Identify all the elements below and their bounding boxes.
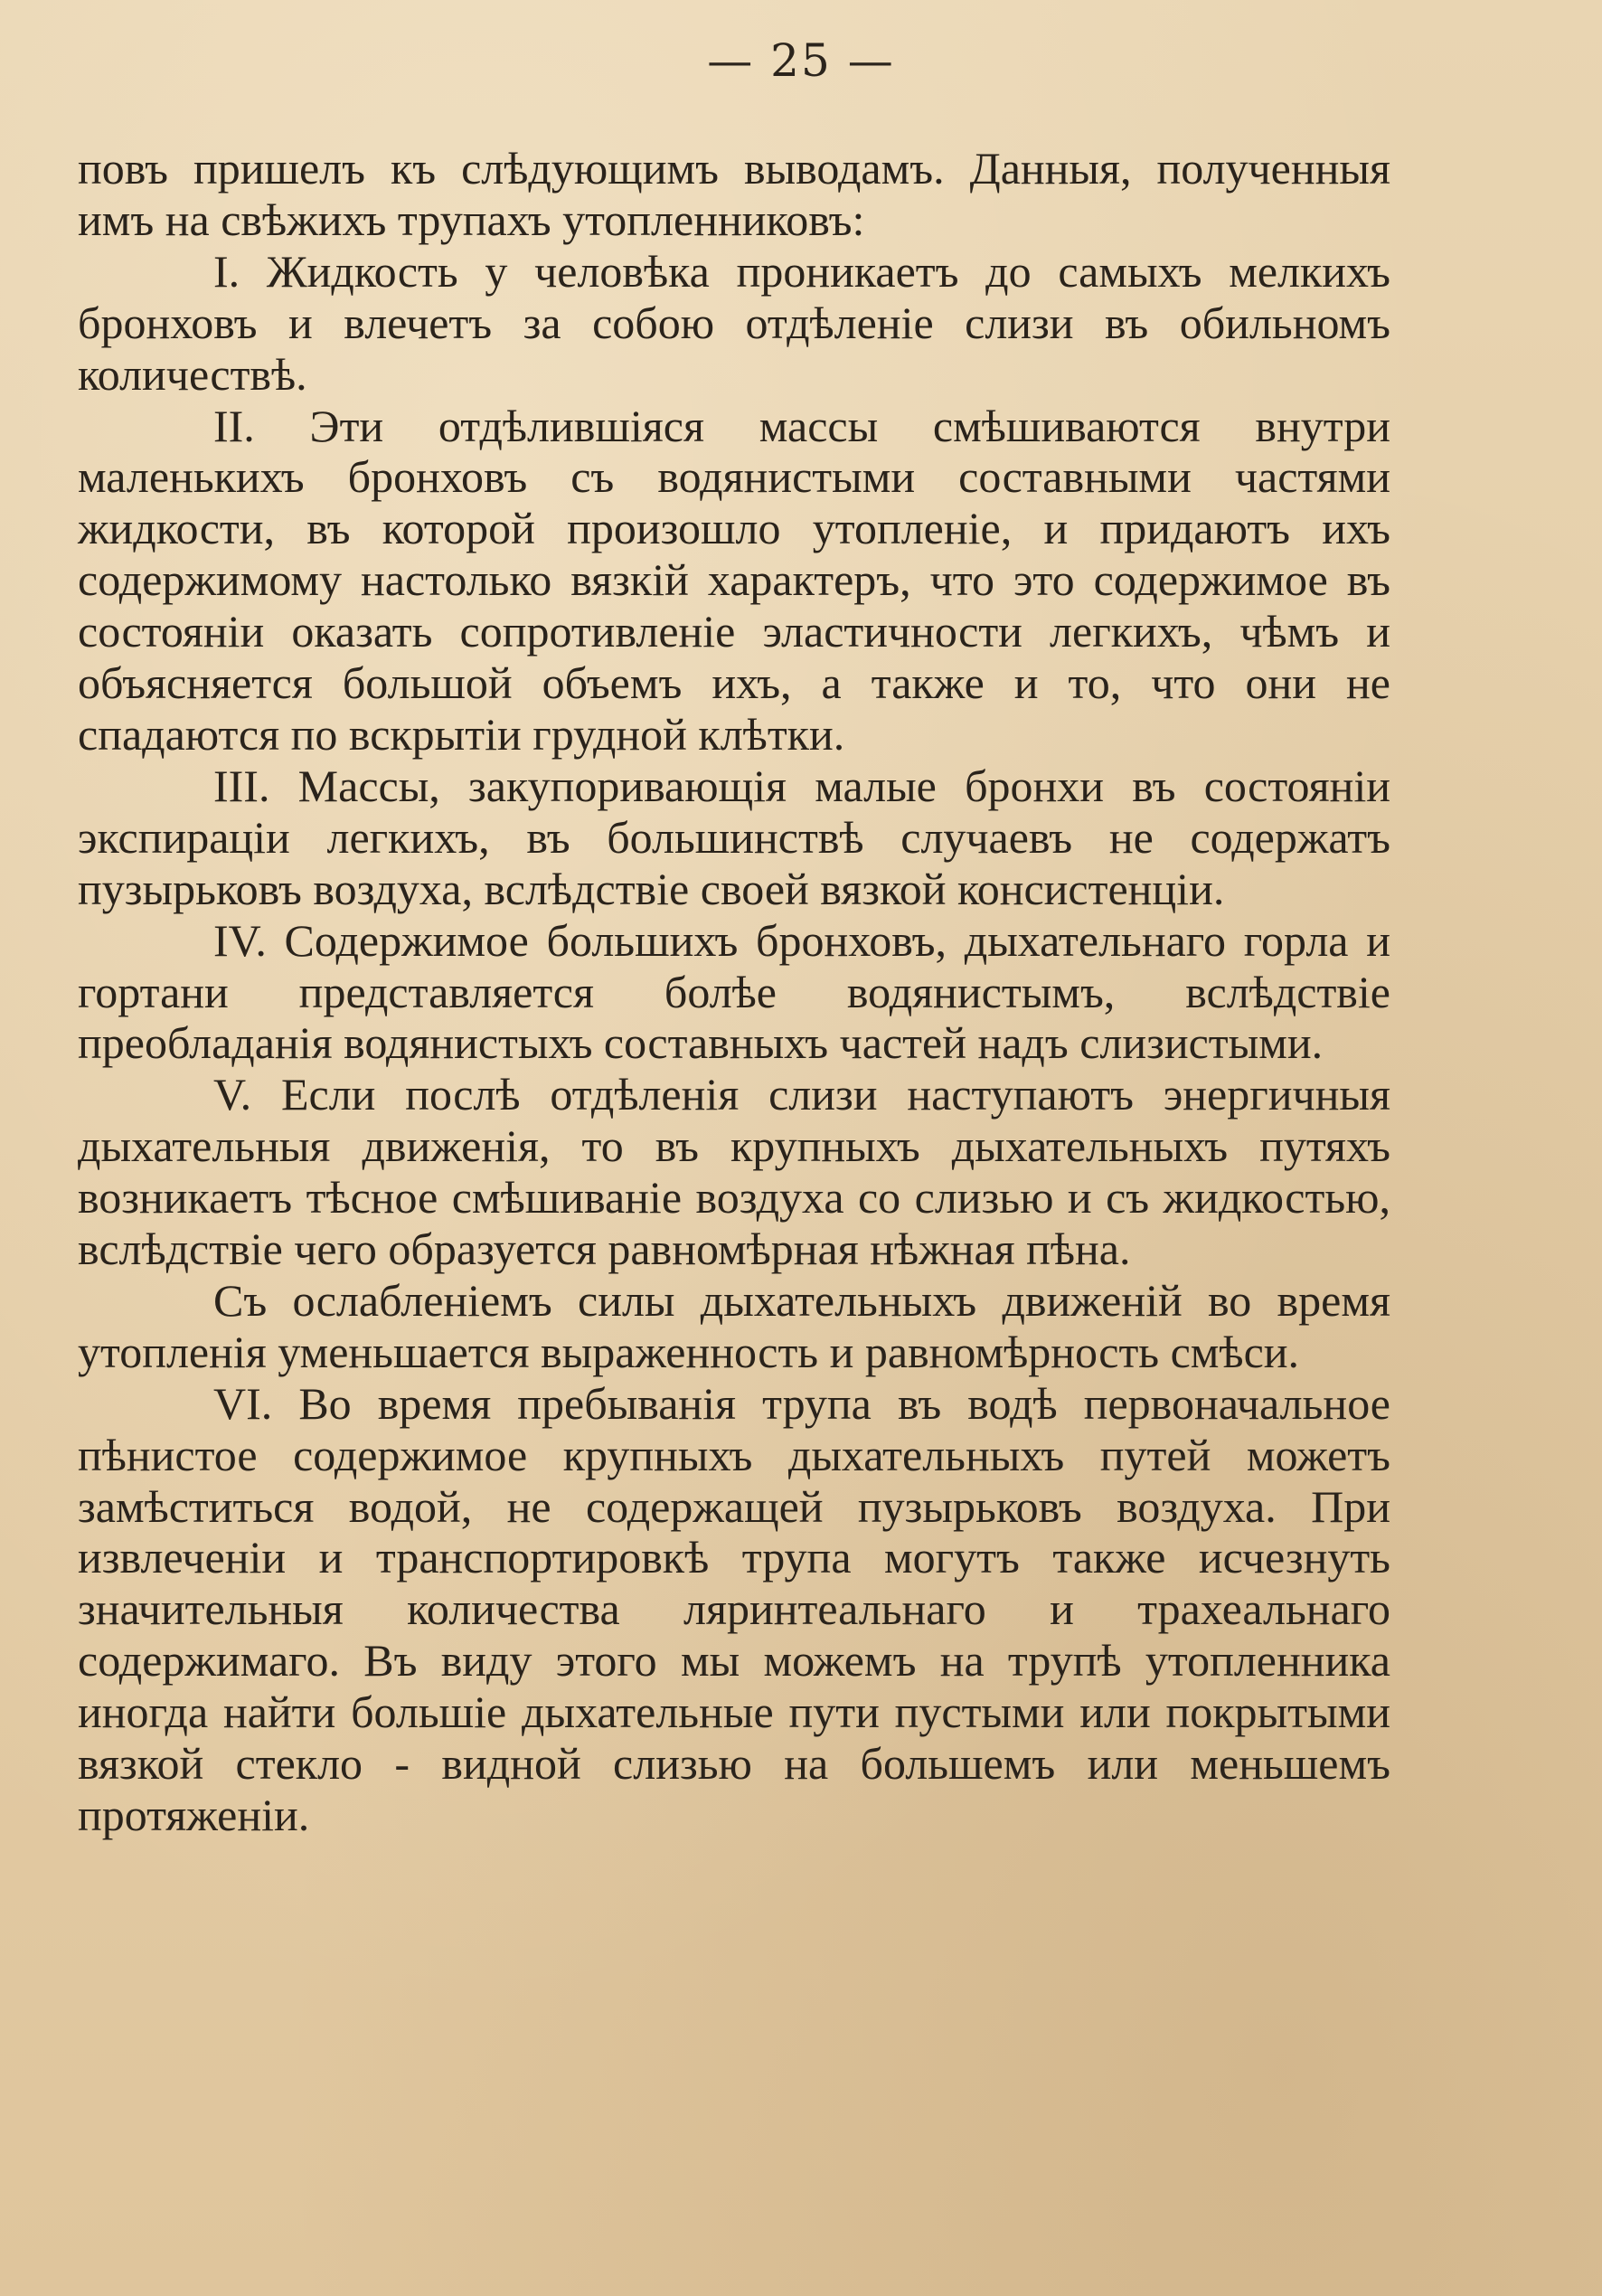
paragraph-item-4: IV. Содержимое большихъ бронховъ, дыхательнаго горла и гортани представляется болѣе водянистымъ, вслѣдствіе преобладанія водянистыхъ составныхъ частей надъ слизистыми.	[78, 914, 1390, 1069]
paragraph-item-2: II. Эти отдѣлившіяся массы смѣшиваются внутри маленькихъ бронховъ съ водянистыми составными частями жидкости, въ которой произошло утопленіе, и придаютъ ихъ содержимому настолько вязкій характеръ, что это содержимое въ состояніи оказать сопротивленіе эластичности легкихъ, чѣмъ и объясняется большой объемъ ихъ, а также и то, что они не спадаются по вскрытіи грудной клѣтки.	[78, 400, 1390, 760]
paragraph-item-1: I. Жидкость у человѣка проникаетъ до самыхъ мелкихъ бронховъ и влечетъ за собою отдѣленіе слизи въ обильномъ количествѣ.	[78, 245, 1390, 400]
paragraph-item-3: III. Массы, закупоривающія малые бронхи въ состояніи экспираціи легкихъ, въ большинствѣ случаевъ не содержатъ пузырьковъ воздуха, вслѣдствіе своей вязкой консистенціи.	[78, 760, 1390, 914]
paragraph-note: Съ ослабленіемъ силы дыхательныхъ движеній во время утопленія уменьшается выраженность и равномѣрность смѣси.	[78, 1274, 1390, 1377]
paragraph-continuation: повъ пришелъ къ слѣдующимъ выводамъ. Данныя, полученныя имъ на свѣжихъ трупахъ утопленниковъ:	[78, 143, 1390, 245]
page-number: — 25 —	[707, 34, 895, 87]
body-text	[78, 143, 1390, 1841]
paragraph-item-6: VI. Во время пребыванія трупа въ водѣ первоначальное пѣнистое содержимое крупныхъ дыхательныхъ путей можетъ замѣститься водой, не содержащей пузырьковъ воздуха. При извлеченіи и транспортировкѣ трупа могутъ также исчезнуть значительныя количества ляринтеальнаго и трахеальнаго содержимаго. Въ виду этого мы можемъ на трупѣ утопленника иногда найти большіе дыхательные пути пустыми или покрытыми вязкой стекло - видной слизью на большемъ или меньшемъ протяженіи.	[78, 1377, 1390, 1840]
paragraph-item-5: V. Если послѣ отдѣленія слизи наступаютъ энергичныя дыхательныя движенія, то въ крупныхъ дыхательныхъ путяхъ возникаетъ тѣсное смѣшиваніе воздуха со слизью и съ жидкостью, вслѣдствіе чего образуется равномѣрная нѣжная пѣна.	[78, 1069, 1390, 1275]
